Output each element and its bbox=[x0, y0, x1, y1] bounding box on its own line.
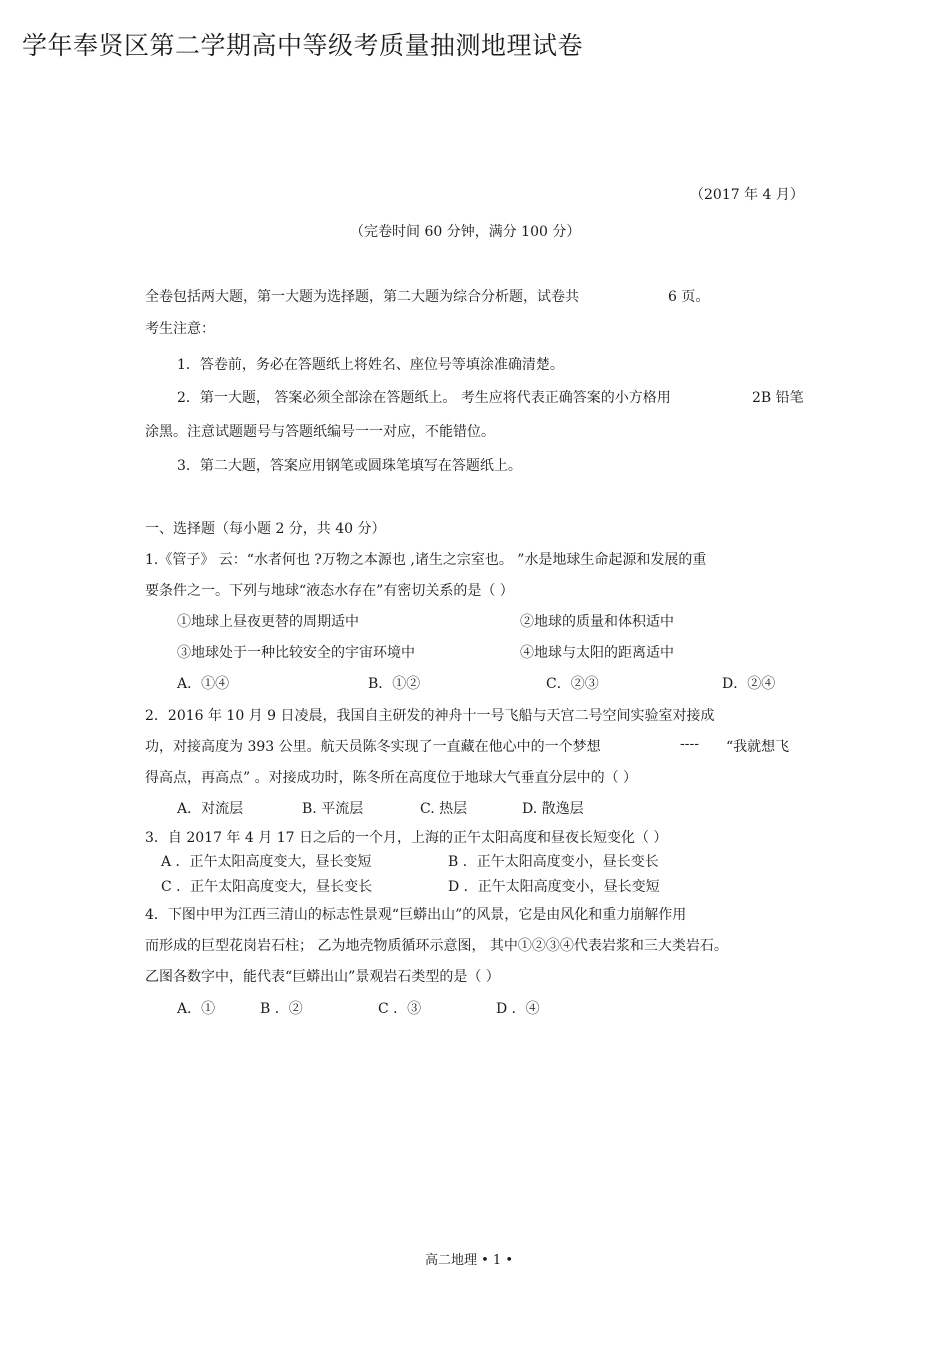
q4-option-d: D ．④ bbox=[496, 1001, 540, 1017]
q2-option-b: B. 平流层 bbox=[302, 801, 364, 817]
q1-statement-3: ③地球处于一种比较安全的宇宙环境中 bbox=[177, 645, 415, 661]
q4-stem-line2: 而形成的巨型花岗岩石柱； 乙为地壳物质循环示意图， 其中①②③④代表岩浆和三大类岩石。 bbox=[145, 938, 728, 954]
q4-stem-line1: 4．下图中甲为江西三清山的标志性景观“巨蟒出山”的风景，它是由风化和重力崩解作用 bbox=[145, 907, 687, 923]
q1-stem-line2: 要条件之一。下列与地球“液态水存在”有密切关系的是（ ） bbox=[145, 583, 514, 599]
q4-option-b: B ．② bbox=[260, 1001, 303, 1017]
intro-page-count: 6 页。 bbox=[668, 289, 710, 305]
q1-statement-1: ①地球上昼夜更替的周期适中 bbox=[177, 614, 359, 630]
q3-option-d: D ．正午太阳高度变小，昼长变短 bbox=[448, 879, 660, 895]
q3-option-a: A ．正午太阳高度变大，昼长变短 bbox=[161, 854, 372, 870]
q2-dash: ---- bbox=[680, 736, 699, 752]
q3-option-b: B ．正午太阳高度变小，昼长变长 bbox=[448, 854, 659, 870]
exam-time-info: （完卷时间 60 分钟，满分 100 分） bbox=[350, 224, 581, 240]
q2-stem-line3: 得高点，再高点” 。对接成功时，陈冬所在高度位于地球大气垂直分层中的（ ） bbox=[145, 770, 638, 786]
page-title: 学年奉贤区第二学期高中等级考质量抽测地理试卷 bbox=[22, 31, 584, 60]
intro-line: 全卷包括两大题，第一大题为选择题，第二大题为综合分析题，试卷共 bbox=[145, 289, 579, 305]
q3-option-c: C ．正午太阳高度变大，昼长变长 bbox=[161, 879, 373, 895]
section-heading: 一、选择题（每小题 2 分，共 40 分） bbox=[145, 521, 386, 537]
q1-stem-line1: 1.《管子》 云：“水者何也 ?万物之本源也 ,诸生之宗室也。 ”水是地球生命起源和发展的重 bbox=[145, 552, 707, 568]
q2-stem-line2: 功，对接高度为 393 公里。航天员陈冬实现了一直藏在他心中的一个梦想 bbox=[145, 739, 601, 755]
q2-option-d: D. 散逸层 bbox=[522, 801, 584, 817]
notice-heading: 考生注意： bbox=[145, 321, 215, 337]
q2-option-a: A．对流层 bbox=[177, 801, 244, 817]
q1-statement-4: ④地球与太阳的距离适中 bbox=[520, 645, 674, 661]
q1-option-c: C．②③ bbox=[546, 676, 599, 692]
q4-stem-line3: 乙图各数字中，能代表“巨蟒出山”景观岩石类型的是（ ） bbox=[145, 969, 500, 985]
q1-statement-2: ②地球的质量和体积适中 bbox=[520, 614, 674, 630]
q1-option-a: A．①④ bbox=[177, 676, 230, 692]
q2-stem-line1: 2．2016 年 10 月 9 日凌晨，我国自主研发的神舟十一号飞船与天宫二号空间实验室对接成 bbox=[145, 708, 715, 724]
notice-item-2-cont: 涂黑。注意试题题号与答题纸编号一一对应，不能错位。 bbox=[145, 424, 495, 440]
notice-item-1: 1．答卷前，务必在答题纸上将姓名、座位号等填涂准确清楚。 bbox=[177, 357, 564, 373]
q1-option-d: D．②④ bbox=[722, 676, 776, 692]
notice-item-2-pencil: 2B 铅笔 bbox=[752, 390, 804, 406]
q2-quote: “我就想飞 bbox=[726, 739, 790, 755]
q3-stem: 3．自 2017 年 4 月 17 日之后的一个月，上海的正午太阳高度和昼夜长短变化（ ） bbox=[145, 830, 668, 846]
q4-option-a: A．① bbox=[177, 1001, 216, 1017]
notice-item-2: 2．第一大题， 答案必须全部涂在答题纸上。 考生应将代表正确答案的小方格用 bbox=[177, 390, 671, 406]
notice-item-3: 3．第二大题，答案应用钢笔或圆珠笔填写在答题纸上。 bbox=[177, 458, 522, 474]
page-footer: 高二地理 • 1 • bbox=[425, 1253, 514, 1268]
q4-option-c: C ．③ bbox=[378, 1001, 422, 1017]
q1-option-b: B．①② bbox=[368, 676, 421, 692]
q2-option-c: C. 热层 bbox=[420, 801, 468, 817]
exam-date: （2017 年 4 月） bbox=[690, 187, 804, 203]
